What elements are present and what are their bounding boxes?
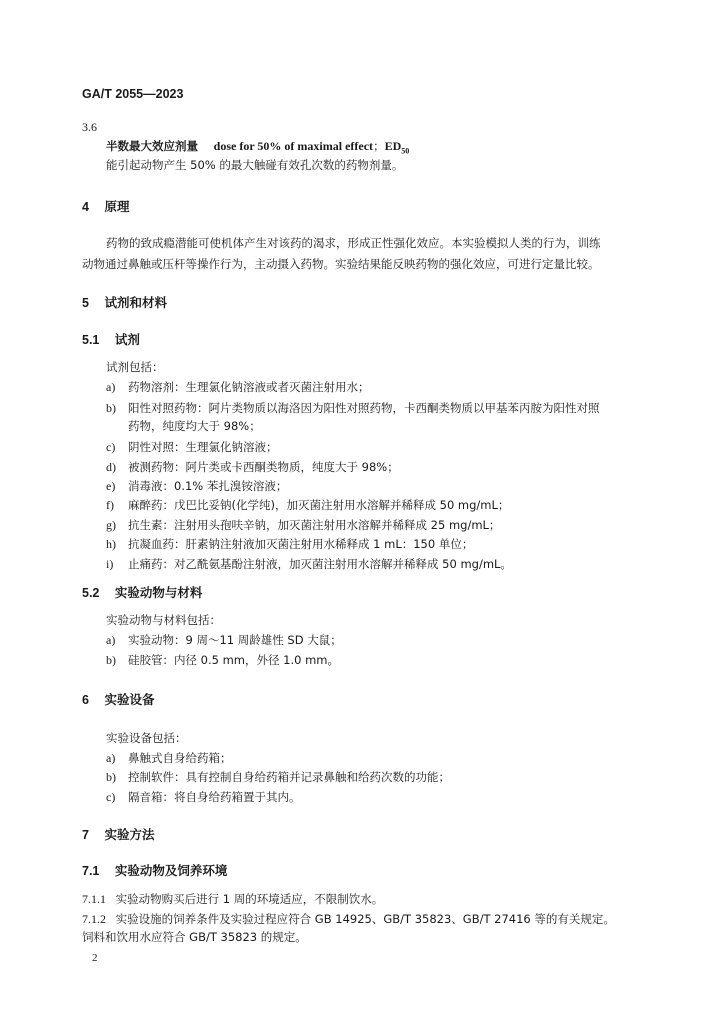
list-item [106, 381, 370, 394]
section-5-1-heading [82, 334, 140, 347]
section-5-1-number: 5.1 [82, 333, 100, 347]
term-cn: 半数最大效应剂量 [106, 139, 198, 153]
list-label: e) [106, 479, 116, 493]
list-label: a) [106, 380, 116, 394]
section-7-1-heading [82, 865, 227, 878]
principle-para-line-1: 药物的致成瘾潜能可使机体产生对该药的渴求，形成正性强化效应。本实验模拟人类的行为，训练 [106, 236, 601, 250]
list-label: h) [106, 537, 116, 551]
section-5-number: 5 [82, 296, 89, 310]
section-7-number: 7 [82, 828, 89, 842]
list-text: 麻醉药：戊巴比妥钠(化学纯)，加灭菌注射用水溶解并稀释成 50 mg/mL； [128, 498, 510, 512]
list-label: c) [106, 790, 116, 804]
clause-7-1-1 [82, 893, 383, 906]
clause-7-1-2-number: 7.1.2 [82, 912, 106, 926]
standard-code: GA/T 2055—2023 [82, 87, 184, 101]
animals-intro: 实验动物与材料包括： [106, 613, 221, 627]
term-en: dose for 50% of maximal effect [213, 139, 374, 153]
term-separator: ； [373, 139, 385, 153]
list-text: 被测药物：阿片类或卡西酮类物质，纯度大于 98%； [128, 460, 399, 474]
list-label: a) [106, 633, 116, 647]
list-label: f) [106, 498, 114, 512]
list-item [106, 402, 600, 415]
list-label: d) [106, 460, 116, 474]
section-6-title: 实验设备 [104, 693, 155, 707]
list-item [106, 461, 399, 474]
list-item [106, 538, 473, 551]
list-text: 阳性对照药物：阿片类物质以海洛因为阳性对照药物，卡西酮类物质以甲基苯丙胺为阳性对照 [128, 401, 600, 415]
clause-7-1-2 [82, 913, 615, 926]
section-5-2-number: 5.2 [82, 586, 100, 600]
clause-7-1-2-text: 实验设施的饲养条件及实验过程应符合 GB 14925、GB/T 35823、GB/T 27416 等的有关规定。 [115, 912, 615, 926]
list-text: 控制软件：具有控制自身给药箱并记录鼻触和给药次数的功能； [128, 770, 450, 784]
list-label: b) [106, 401, 116, 415]
list-item [106, 519, 500, 532]
list-label: b) [106, 653, 116, 667]
list-text: 硅胶管：内径 0.5 mm，外径 1.0 mm。 [128, 653, 340, 667]
list-text: 鼻触式自身给药箱； [128, 751, 232, 765]
list-text: 实验动物：9 周～11 周龄雄性 SD 大鼠； [128, 633, 342, 647]
list-label: g) [106, 518, 116, 532]
section-5-2-title: 实验动物与材料 [114, 586, 203, 600]
list-item [106, 441, 278, 454]
section-7-title: 实验方法 [104, 828, 155, 842]
section-4-heading [82, 201, 129, 214]
section-5-1-title: 试剂 [114, 333, 140, 347]
list-item [106, 558, 512, 571]
clause-7-1-2-continuation: 饲料和饮用水应符合 GB/T 35823 的规定。 [82, 930, 307, 944]
list-label: i) [106, 557, 114, 571]
section-5-title: 试剂和材料 [104, 296, 167, 310]
list-item [106, 791, 301, 804]
section-7-1-number: 7.1 [82, 864, 100, 878]
term-entry [106, 140, 409, 155]
section-4-number: 4 [82, 200, 89, 214]
list-text: 抗凝血药：肝素钠注射液加灭菌注射用水稀释成 1 mL：150 单位； [128, 537, 474, 551]
page-number: 2 [92, 952, 98, 964]
term-definition: 能引起动物产生 50% 的最大触碰有效孔次数的药物剂量。 [106, 158, 404, 172]
list-label: b) [106, 770, 116, 784]
section-6-heading [82, 694, 154, 707]
list-item [106, 480, 287, 493]
section-7-1-title: 实验动物及饲养环境 [114, 864, 228, 878]
section-7-heading [82, 829, 154, 842]
list-label: c) [106, 440, 116, 454]
list-text: 阴性对照：生理氯化钠溶液； [128, 440, 278, 454]
reagents-intro: 试剂包括： [106, 360, 164, 374]
list-item [106, 752, 232, 765]
list-text: 隔音箱：将自身给药箱置于其内。 [128, 790, 301, 804]
list-text: 消毒液：0.1% 苯扎溴铵溶液； [128, 479, 288, 493]
list-text: 药物溶剂：生理氯化钠溶液或者灭菌注射用水； [128, 380, 370, 394]
section-4-title: 原理 [104, 200, 130, 214]
list-item [106, 654, 339, 667]
list-item [106, 771, 450, 784]
principle-para-line-2: 动物通过鼻触或压杆等操作行为，主动摄入药物。实验结果能反映药物的强化效应，可进行定量比较。 [82, 257, 600, 271]
clause-7-1-1-text: 实验动物购买后进行 1 周的环境适应，不限制饮水。 [115, 892, 384, 906]
equipment-intro: 实验设备包括： [106, 731, 187, 745]
section-5-2-heading [82, 587, 202, 600]
list-label: a) [106, 751, 116, 765]
list-item [106, 634, 342, 647]
list-text: 抗生素：注射用头孢呋辛钠，加灭菌注射用水溶解并稀释成 25 mg/mL； [128, 518, 501, 532]
section-6-number: 6 [82, 693, 89, 707]
list-item-continuation: 药物，纯度均大于 98%； [128, 419, 261, 433]
section-5-heading [82, 297, 167, 310]
list-text: 止痛药：对乙酰氨基酚注射液，加灭菌注射用水溶解并稀释成 50 mg/mL。 [128, 557, 512, 571]
clause-7-1-1-number: 7.1.1 [82, 892, 106, 906]
term-abbr-sub: 50 [401, 146, 410, 156]
term-abbr: ED [384, 139, 402, 153]
list-item [106, 499, 509, 512]
clause-3-6-number: 3.6 [82, 120, 97, 134]
